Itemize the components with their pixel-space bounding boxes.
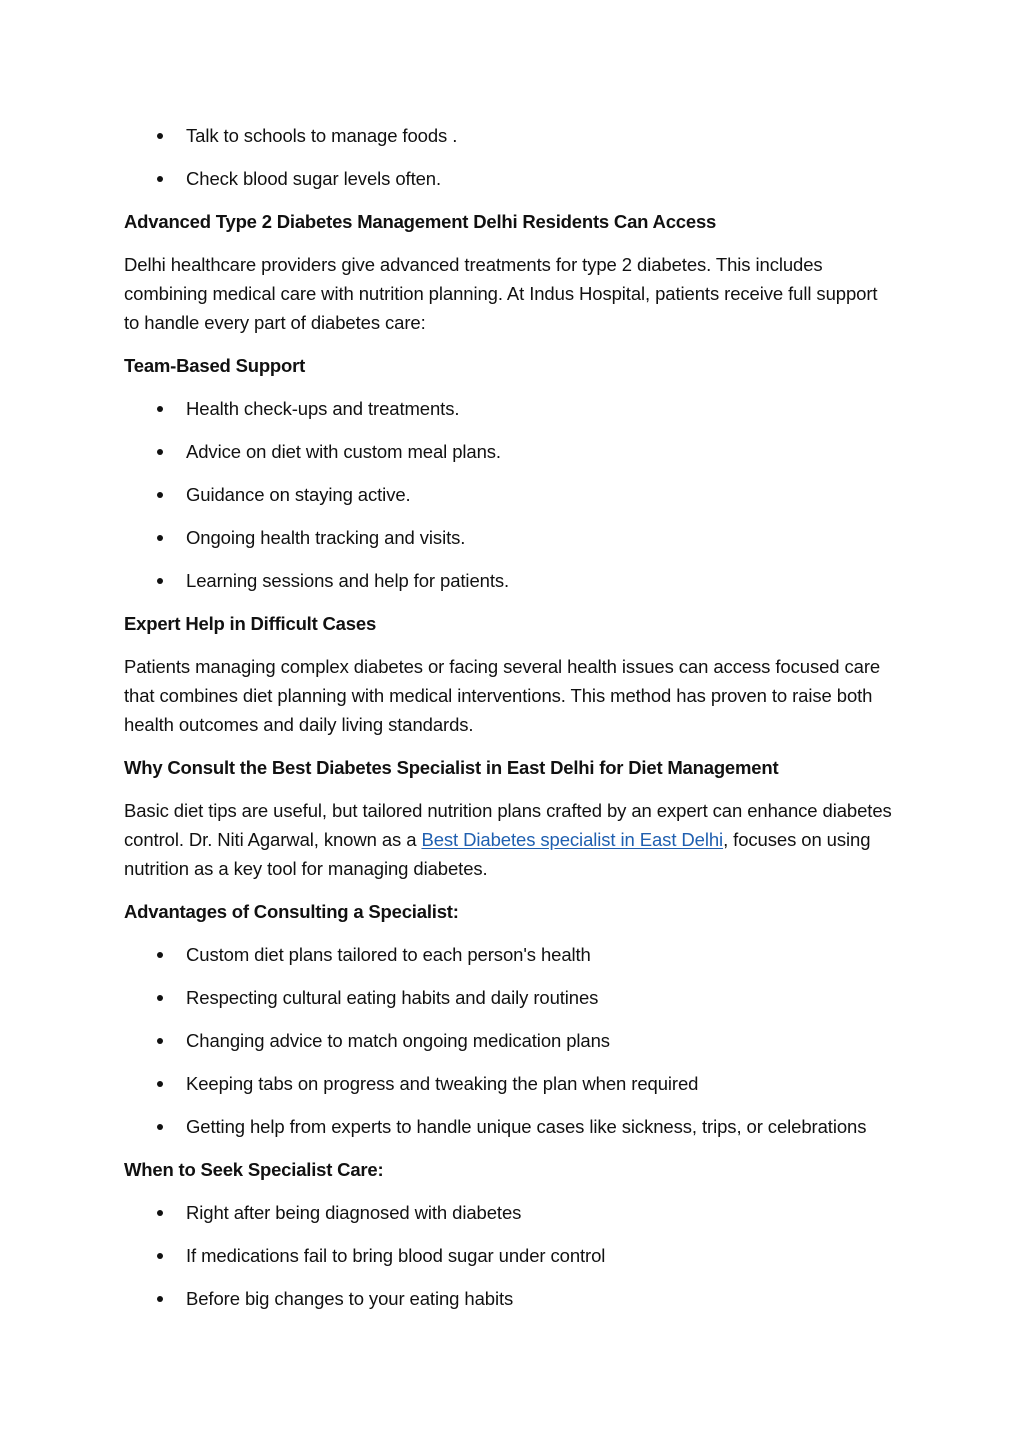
- bullet-dot-icon: [157, 995, 163, 1001]
- list-item-text: Ongoing health tracking and visits.: [186, 527, 466, 548]
- bullet-dot-icon: [157, 1253, 163, 1259]
- section-paragraph-expert: Patients managing complex diabetes or facing several health issues can access focused care that combines diet planning with medical interventions. This method has proven to raise both health outcomes and daily living standards.: [124, 656, 881, 735]
- bullet-dot-icon: [157, 449, 163, 455]
- team-bullet-list: [124, 394, 894, 595]
- specialist-link[interactable]: Best Diabetes specialist in East Delhi: [421, 829, 724, 850]
- list-item: [124, 523, 894, 552]
- paragraph-text-before-link: Basic diet tips are useful, but tailored nutrition plans crafted by an expert can enhance diabetes control. Dr. Niti Agarwal, known as a: [124, 800, 892, 850]
- list-item: [124, 1112, 894, 1141]
- bullet-dot-icon: [157, 952, 163, 958]
- bullet-dot-icon: [157, 578, 163, 584]
- list-item-text: Respecting cultural eating habits and daily routines: [186, 987, 599, 1008]
- list-item-text: Health check-ups and treatments.: [186, 398, 460, 419]
- bullet-dot-icon: [157, 1296, 163, 1302]
- list-item-text: Getting help from experts to handle unique cases like sickness, trips, or celebrations: [186, 1116, 867, 1137]
- list-item-text: If medications fail to bring blood sugar under control: [186, 1245, 606, 1266]
- list-item-text: Changing advice to match ongoing medication plans: [186, 1030, 610, 1051]
- list-item: [124, 480, 894, 509]
- paragraph-text-after-link: , focuses on using nutrition as a key tool for managing diabetes.: [124, 829, 871, 879]
- section-heading-expert: Expert Help in Difficult Cases: [124, 613, 377, 634]
- list-item-text: Keeping tabs on progress and tweaking the plan when required: [186, 1073, 699, 1094]
- list-item-text: Talk to schools to manage foods .: [186, 125, 458, 146]
- list-item-text: Advice on diet with custom meal plans.: [186, 441, 501, 462]
- bullet-dot-icon: [157, 535, 163, 541]
- list-item: [124, 1284, 894, 1313]
- list-item: [124, 983, 894, 1012]
- section-heading-when: When to Seek Specialist Care:: [124, 1159, 384, 1180]
- list-item-text: Custom diet plans tailored to each person's health: [186, 944, 591, 965]
- list-item-text: Before big changes to your eating habits: [186, 1288, 514, 1309]
- document-content: [124, 121, 894, 1327]
- section-heading-team: Team-Based Support: [124, 355, 306, 376]
- list-item-text: Right after being diagnosed with diabetes: [186, 1202, 522, 1223]
- list-item-text: Guidance on staying active.: [186, 484, 411, 505]
- list-item: [124, 1241, 894, 1270]
- list-item: [124, 940, 894, 969]
- bullet-dot-icon: [157, 133, 163, 139]
- section-paragraph-advanced: Delhi healthcare providers give advanced treatments for type 2 diabetes. This includes combining medical care with nutrition planning. At Indus Hospital, patients receive full support to handle every part of diabetes care:: [124, 254, 878, 333]
- section-paragraph-why: [124, 796, 894, 883]
- advantages-bullet-list: [124, 940, 894, 1141]
- bullet-dot-icon: [157, 1124, 163, 1130]
- list-item: [124, 437, 894, 466]
- list-item: [124, 1198, 894, 1227]
- list-item: [124, 1026, 894, 1055]
- bullet-dot-icon: [157, 1038, 163, 1044]
- list-item-text: Check blood sugar levels often.: [186, 168, 442, 189]
- list-item-text: Learning sessions and help for patients.: [186, 570, 510, 591]
- bullet-dot-icon: [157, 492, 163, 498]
- list-item: [124, 1069, 894, 1098]
- top-bullet-list: [124, 121, 894, 193]
- bullet-dot-icon: [157, 1210, 163, 1216]
- section-heading-why: Why Consult the Best Diabetes Specialist in East Delhi for Diet Management: [124, 757, 779, 778]
- list-item: [124, 121, 894, 150]
- list-item: [124, 394, 894, 423]
- bullet-dot-icon: [157, 406, 163, 412]
- list-item: [124, 164, 894, 193]
- bullet-dot-icon: [157, 176, 163, 182]
- when-bullet-list: [124, 1198, 894, 1313]
- section-heading-advantages: Advantages of Consulting a Specialist:: [124, 901, 459, 922]
- section-heading-advanced: Advanced Type 2 Diabetes Management Delhi Residents Can Access: [124, 211, 717, 232]
- bullet-dot-icon: [157, 1081, 163, 1087]
- list-item: [124, 566, 894, 595]
